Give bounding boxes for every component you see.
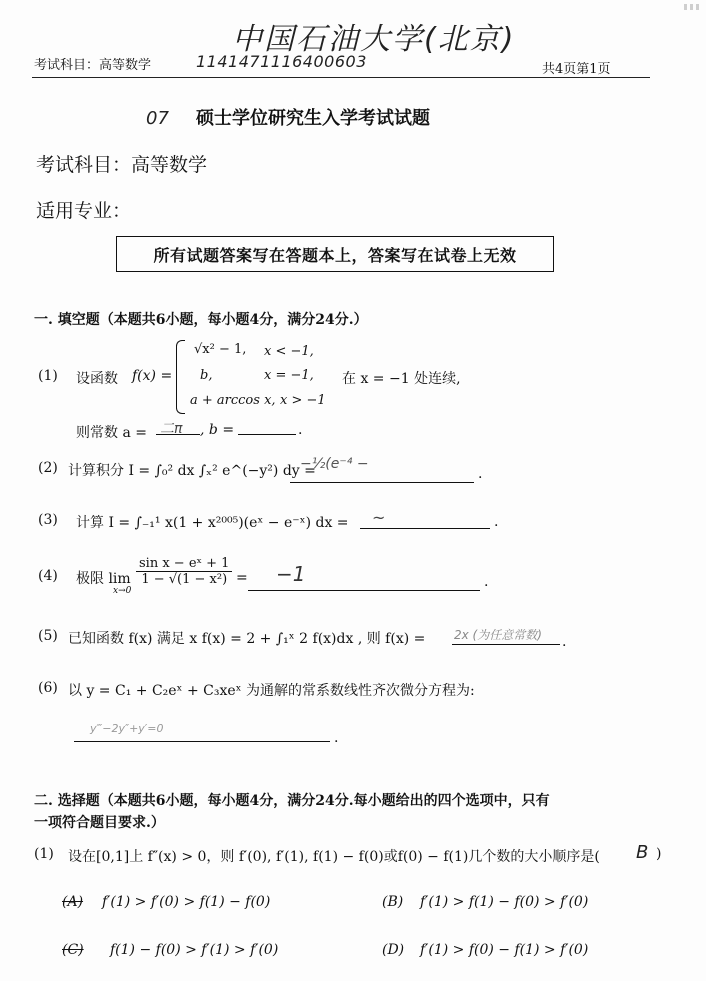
piecewise-brace (176, 340, 185, 414)
q1-suffix: 在 x = −1 处连续, (342, 371, 461, 387)
q6-blank (74, 727, 330, 742)
q4-blank (248, 576, 480, 591)
q3-number: (3) (38, 512, 58, 528)
q1-answer-a: 二π (160, 421, 183, 437)
q4-lim-sub: x→0 (113, 586, 132, 596)
section2-heading: 二. 选择题（本题共6小题，每小题4分，满分24分.每小题给出的四个选项中，只有 (34, 793, 550, 809)
header-subject-label: 考试科目：高等数学 (34, 58, 152, 73)
q6-text: 以 y = C₁ + C₂eˣ + C₃xeˣ 为通解的常系数线性齐次微分方程为: (68, 683, 475, 699)
q2-number: (2) (38, 460, 58, 476)
q6-answer: y‴−2y″+y′=0 (90, 722, 164, 735)
q2-blank (290, 468, 474, 483)
q4-denominator: 1 − √(1 − x²) (141, 572, 228, 587)
q2-text: 计算积分 I = ∫₀² dx ∫ₓ² e^(−y²) dy = (68, 463, 316, 479)
q5-number: (5) (38, 628, 58, 644)
q1-prefix: 设函数 (76, 371, 118, 387)
q3-end: . (494, 514, 499, 530)
option-d-label: (D) (382, 942, 405, 958)
q5-end: . (562, 634, 567, 650)
q6-end: . (334, 730, 339, 746)
q6-number: (6) (38, 680, 58, 696)
q1-blank-b (238, 420, 296, 435)
q3-text: 计算 I = ∫₋₁¹ x(1 + x²⁰⁰⁵)(eˣ − e⁻ˣ) dx = (76, 515, 349, 531)
s2q1-end: ) (656, 846, 662, 862)
q2-answer: −½(e⁻⁴ − (300, 456, 369, 472)
q4-answer: −1 (276, 562, 306, 586)
q1-blank-a (156, 420, 200, 435)
applicable-major: 适用专业： (36, 200, 132, 222)
q1-case1-cond: x < −1, (264, 344, 314, 359)
notice-box: 所有试题答案写在答题本上，答案写在试卷上无效 (116, 236, 554, 272)
q1-func: f(x) = (132, 368, 173, 384)
q5-blank (452, 630, 560, 645)
option-a-text: f′(1) > f′(0) > f(1) − f(0) (102, 894, 271, 910)
handwritten-exam-code: 1141471116400603 (196, 52, 367, 71)
page-title: 硕士学位研究生入学考试试题 (196, 108, 430, 129)
q5-answer: 2x (为任意常数) (454, 628, 542, 642)
s2q1-number: (1) (34, 846, 54, 862)
header-rule (32, 77, 650, 78)
q1-case2-expr: b, (200, 368, 213, 383)
s2q1-text: 设在[0,1]上 f″(x) > 0，则 f′(0), f′(1), f(1) − f(0)或f(0) − f(1)几个数的大小顺序是( (68, 849, 600, 865)
q1-case2-cond: x = −1, (264, 368, 314, 383)
q4-fraction (136, 556, 232, 587)
q1-number: (1) (38, 368, 58, 384)
q1-line2-end: . (298, 422, 303, 438)
option-a-label: (A) (62, 894, 84, 910)
q1-line2-b: , b = (200, 422, 235, 438)
option-c-text: f(1) − f(0) > f′(1) > f′(0) (110, 942, 279, 958)
section1-heading: 一. 填空题（本题共6小题，每小题4分，满分24分.） (34, 312, 368, 328)
q4-equals: = (236, 570, 248, 586)
option-d-text: f′(1) > f(0) − f(1) > f′(0) (420, 942, 589, 958)
q4-number: (4) (38, 568, 58, 584)
q2-end: . (478, 466, 483, 482)
q4-lim: 极限 lim (76, 571, 131, 587)
s2q1-answer: B (636, 842, 649, 863)
year-mark: 07 (146, 108, 169, 129)
q4-end: . (484, 574, 489, 590)
q1-line2-a: 则常数 a = (76, 425, 147, 441)
option-b-text: f′(1) > f(1) − f(0) > f′(0) (420, 894, 589, 910)
handwritten-university: 中国石油大学(北京) (232, 22, 516, 57)
section2-heading-line2: 一项符合题目要求.） (34, 815, 165, 831)
option-c-label: (C) (62, 942, 84, 958)
q3-answer: ~ (372, 508, 386, 527)
q1-case3-expr: a + arccos x, (190, 393, 276, 408)
q3-blank (360, 514, 490, 529)
q1-case3-cond: x > −1 (280, 393, 326, 408)
q1-case1-expr: √x² − 1, (194, 342, 247, 357)
option-b-label: (B) (382, 894, 404, 910)
exam-subject: 考试科目：高等数学 (36, 154, 208, 176)
q4-numerator: sin x − eˣ + 1 (136, 556, 232, 572)
scan-artifact (684, 4, 700, 10)
q5-text: 已知函数 f(x) 满足 x f(x) = 2 + ∫₁ˣ 2 f(x)dx , 则 f(x) = (68, 631, 426, 647)
page-info: 共4页第1页 (542, 62, 611, 77)
